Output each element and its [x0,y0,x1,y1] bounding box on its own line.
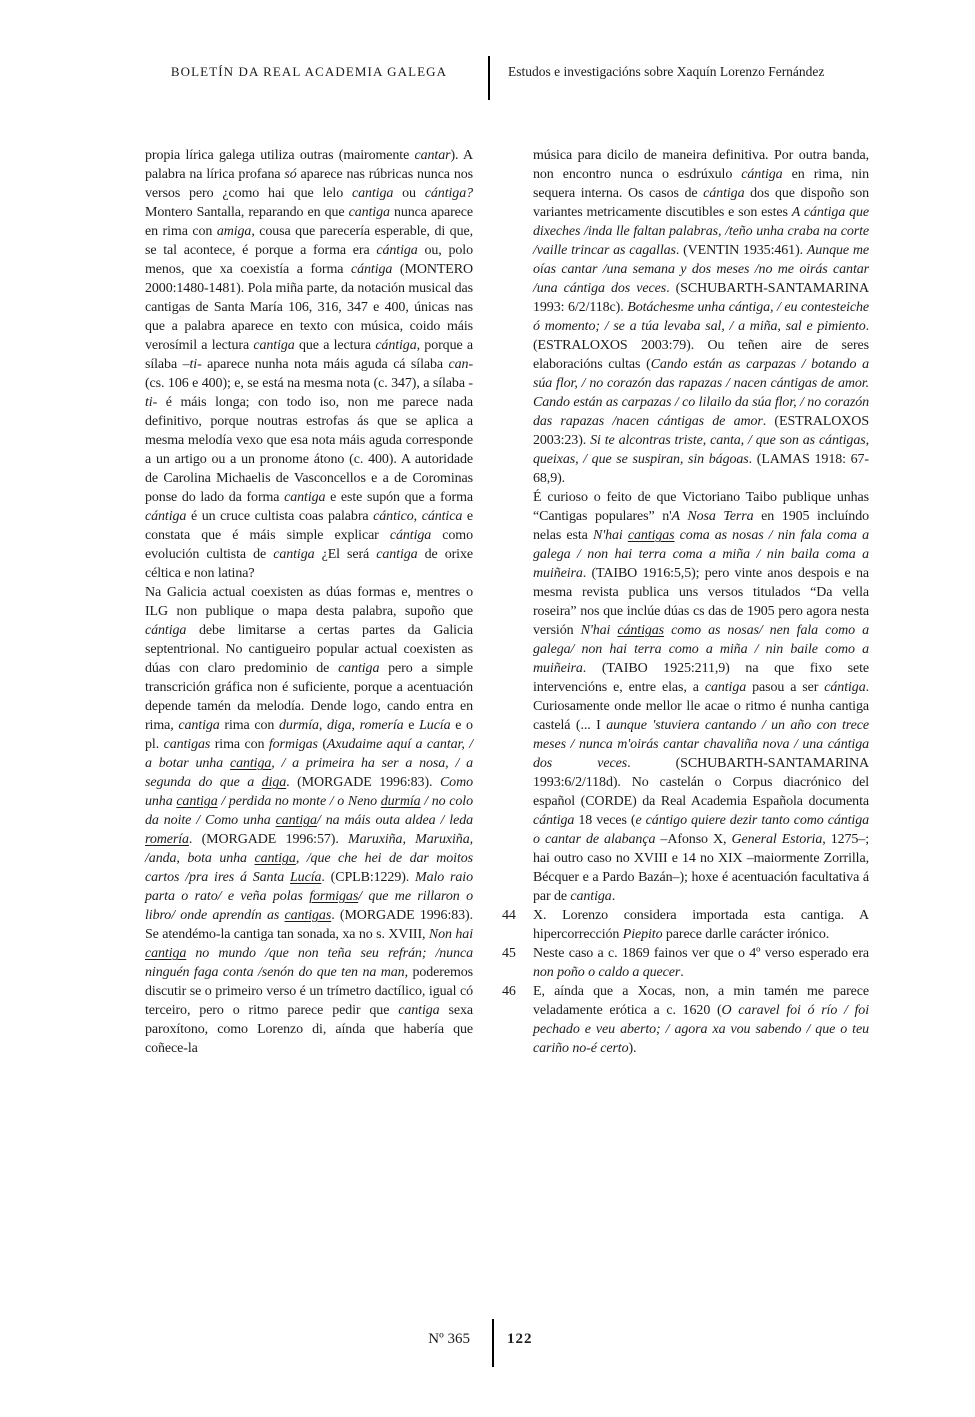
text-segment: Montero Santalla, reparando en que [145,205,349,220]
text-segment: debe limitarse a certas partes da Galicia septentrional. No cantigueiro popular actual coexisten as dúas con claro predominio de [145,623,473,676]
text-segment: e este supón que a forma [325,490,473,505]
text-segment: que a lectura [294,338,376,353]
text-segment: nunca aparece en rima con [145,205,473,239]
text-segment: cántiga [145,509,187,524]
text-segment: / no colo da noite / Como unha [145,794,473,828]
text-segment: Non hai [428,927,473,942]
text-segment: O caravel foi ó río / foi pechado e veu aberto; / agora xa vou sabendo / que o teu cariño no-é certo [533,1003,869,1056]
text-segment: cántiga [703,186,745,201]
footer-divider [492,1319,494,1367]
text-segment: cantiga [704,680,747,695]
text-segment: cántiga [824,680,866,695]
text-segment: no mundo /que non teña seu refrán; /nunca ninguén faga conta /senón do que ten na man [145,946,473,980]
text-segment: como evolución cultista de [145,528,473,562]
text-segment: . [680,965,684,980]
footnote-number: 46 [502,984,516,999]
text-segment: (MONTERO 2000:1480-1481). Pola miña parte, da notación musical das cantigas de Santa María 106, 316, 347 e 400, únicas nas que a palabra aparece en texto con música, coido máis verosímil a lectura [145,262,473,353]
text-segment: cantiga [570,889,612,904]
text-segment: . (MORGADE 1996:83). Se atendémo-la cantiga tan sonada, xa no s. XVIII, [145,908,473,942]
text-segment: cantiga [398,1003,440,1018]
text-segment: . [611,889,616,904]
text-segment: . (TAIBO 1925:211,9) na que fixo sete intervencións e, entre elas, a [533,661,869,695]
text-segment: cantiga [275,813,317,828]
text-segment: Na Galicia actual coexisten as dúas formas e, mentres o ILG non publique o mapa desta palabra, supoño que [145,585,473,619]
text-segment: - aparece nunha nota máis aguda cá sílaba [197,357,449,372]
text-segment: dos que dispoño son variantes metricamente discutibles e son estes [533,186,869,220]
text-segment: , poderemos discutir se o primeiro verso é un trímetro dactílico, igual có terceiro, pero o ritmo parece pedir que [145,965,474,1018]
text-segment: pero a simple transcrición gráfica non é suficiente, porque a acentuación depende tamén da melodía. Dende logo, cando entra en rima, [145,661,473,733]
text-segment: , /que che hei de dar moitos cartos /pra ires á Santa [145,851,473,885]
text-segment: cántiga [741,167,783,182]
text-segment: romería [145,832,189,847]
text-segment: - é máis longa; con todo iso, non me parece nada definitivo, porque noutras estrofas ás que se aplica a mesma melodía vexo que esa nota máis aguda corresponde a un artigo ou a un pronome átono (c. 400). A autoridade de Carolina Michaelis de Vasconcellos e a de Corominas ponse do lado da forma [145,395,473,505]
text-segment: / na máis outa aldea / leda [316,813,474,828]
text-segment: en rima, nin sequera interna. Os casos de [533,167,869,201]
header-section-title: Estudos e investigacións sobre Xaquín Lorenzo Fernández [508,64,825,79]
text-segment: cantiga [229,756,272,771]
text-segment: cántico [373,509,414,524]
text-segment: . Curiosamente onde mellor lle acae o ritmo é nunha cantiga castelá (... I [533,680,869,733]
text-segment: . (SCHUBARTH-SANTAMARINA 1993: 6/2/118c). [533,281,869,315]
text-segment: ( [317,737,327,752]
text-segment: música para dicilo de maneira definitiva. Por outra banda, non encontro nunca o esdrúxulo [533,148,869,182]
text-segment: como as nosas/ nen fala como a galega/ non hai terra como a miña / nin baile como a muiñeira [533,623,870,676]
text-segment: ). [628,1041,637,1056]
footnote [502,982,869,1058]
header-journal-title: BOLETÍN DA REAL ACADEMIA GALEGA [170,64,448,79]
text-segment: cantiga [284,490,326,505]
right-column-body [533,146,869,906]
text-segment: cántiga [351,262,393,277]
text-segment: coma as nosas / nin fala coma a galega / non hai terra coma a miña / nin baila coma a muiñeira [533,528,869,581]
text-segment: , [413,509,422,524]
text-segment: , [318,718,328,733]
text-segment: ti [145,395,153,410]
text-segment: parece darlle carácter irónico. [662,927,830,942]
text-segment: ). A palabra na lírica profana [145,148,473,182]
text-segment: . (MORGADE 1996:83). [286,775,440,790]
text-segment: N'hai [580,623,618,638]
footnote-text [533,906,869,944]
text-segment: Como unha [145,775,473,809]
text-segment: amiga [216,224,252,239]
text-segment: cantiga [176,794,218,809]
text-segment: cántiga [375,338,417,353]
text-segment: Lucía [419,718,451,733]
text-segment: diga [327,718,352,733]
text-segment: diga [261,775,287,790]
footnote [502,944,869,982]
paragraph [533,488,869,906]
paragraph [533,146,869,488]
footer-issue-number: Nº 365 [428,1331,470,1347]
text-segment: can [448,357,469,372]
text-segment: ou, polo menos, que xa coexistía a forma [145,243,473,277]
text-segment: non poño o caldo a quecer [533,965,681,980]
text-segment: Aunque me oías cantar /una semana y dos meses /no me oirás cantar /una cántiga dos veces [533,243,869,296]
text-segment: Maruxiña, Maruxiña, /anda, bota unha [145,832,473,866]
text-segment: É curioso o feito de que Victoriano Taibo publique unhas “Cantigas populares” n' [533,490,869,524]
text-segment: –Afonso X, [655,832,732,847]
text-segment: E, aínda que a Xocas, non, a min tamén me parece veladamente erótica a c. 1620 ( [533,984,869,1018]
text-segment: cantiga [254,851,296,866]
text-segment: cantiga [338,661,380,676]
footnote-text [533,982,869,1058]
text-segment: formigas [309,889,359,904]
text-segment: romería [359,718,404,733]
text-segment: Cando están as carpazas / botando a súa flor, / no corazón das rapazas / nacen cántigas de amor. Cando están as carpazas / co lilailo da súa flor, / no corazón das rapazas /nacen cántigas de amor [533,357,869,429]
text-segment: . (CPLB:1229). [321,870,416,885]
footnotes [502,906,869,1058]
text-segment: cántiga [533,813,575,828]
text-segment: N'hai [592,528,628,543]
text-segment: ¿El será [314,547,377,562]
text-segment: durmía [279,718,319,733]
text-segment: Axudaime aquí a cantar, / a botar unha [145,737,473,771]
footnote-text [533,944,869,982]
text-segment: X. Lorenzo considera importada esta cantiga. A hipercorrección [533,908,869,942]
text-segment: cantiga [253,338,295,353]
text-segment: cántiga [389,528,432,543]
text-segment: Si te alcontras triste, canta, / que son as cántigas, queixas, / que se suspiran, sin bágoas [533,433,869,467]
text-segment: cántiga? [424,186,473,201]
text-segment: / perdida no monte / o Neno [217,794,381,809]
text-segment: / que me rillaron o libro/ onde aprendín as [145,889,473,923]
text-segment: aunque 'stuviera cantando / un año con trece meses / nunca m'oirás cantar chavaliña nova / una cántiga dos veces [533,718,869,771]
text-segment: cantar [414,148,451,163]
text-segment: durmía [380,794,421,809]
text-segment: formigas [268,737,318,752]
text-segment: é un cruce cultista coas palabra [186,509,374,524]
text-segment: Botáchesme unha cántiga, / eu contesteiche ó momento; / se a túa levaba sal, / a miña, sal e pimiento [533,300,870,334]
text-segment: . (VENTIN 1935:461). [675,243,807,258]
text-segment: só [284,167,297,182]
text-segment: sexa paroxítono, como Lorenzo di, aínda que habería que coñece-la [145,1003,473,1056]
text-segment: e o pl. [145,718,473,752]
text-segment: cantigas [284,908,332,923]
text-segment: . (LAMAS 1918: 67-68,9). [533,452,869,486]
header-divider [488,56,490,100]
text-segment: Neste caso a c. 1869 fainos ver que o 4º verso esperado era [533,946,869,961]
text-segment: cántica [421,509,463,524]
text-segment: aparece nas rúbricas nunca nos versos pero ¿como hai que lelo [145,167,473,201]
text-segment: cantiga [145,946,187,961]
paragraph [145,146,473,583]
text-segment: cántiga [376,243,418,258]
text-segment: . (TAIBO 1916:5,5); pero vinte anos despois e na mesma revista publica uns versos titulados “Da vella roseira” nos que inclúe dúas cs das de 1905 pero agora nesta versión [533,566,869,638]
text-segment: rima con [210,737,269,752]
text-segment: A cántiga que dixeches /inda lle faltan palabras, /teño unha craba na corte /vaille trincar as cagallas [533,205,869,258]
text-segment: ou [393,186,425,201]
footnote [502,906,869,944]
text-segment: Lucía [290,870,322,885]
text-column-left [145,146,473,1058]
text-segment: , [351,718,360,733]
text-segment: cantiga [376,547,418,562]
footnote-number: 44 [502,908,516,923]
text-segment: Piepito [622,927,663,942]
text-segment: cantiga [351,186,394,201]
text-segment: pasou a ser [746,680,825,695]
text-segment: cantiga [348,205,390,220]
footnote-number: 45 [502,946,516,961]
paragraph [145,583,473,1058]
text-segment: General Estoria [731,832,823,847]
text-segment: ti [189,357,198,372]
text-segment: cantiga [178,718,220,733]
text-segment: , / a primeira ha ser a nosa, / a segunda do que a [145,756,473,790]
text-segment: rima con [219,718,280,733]
text-segment: - (cs. 106 e 400); e, se está na mesma nota (c. 347), a sílaba - [145,357,473,391]
text-segment: Malo raio parta o rato/ e veña polas [145,870,473,904]
text-segment: . (ESTRALOXOS 2003:79). Ou teñen aire de seres elaboracións cultas ( [533,319,869,372]
footer-page-number: 122 [507,1331,533,1347]
text-segment: cantigas [627,528,675,543]
text-segment: de orixe céltica e non latina? [145,547,473,581]
text-segment: e [403,718,420,733]
text-segment: . (SCHUBARTH-SANTAMARINA 1993:6/2/118d). No castelán o Corpus diacrónico del español (CORDE) da Real Academia Española documenta [533,756,869,809]
text-segment: cantigas [163,737,211,752]
text-column-right [502,146,870,1058]
text-segment: 18 veces ( [574,813,636,828]
text-segment: cantiga [273,547,315,562]
text-segment: . (MORGADE 1996:57). [188,832,349,847]
text-segment: , cousa que parecería esperable, di que, se tal acontece, é porque a forma era [145,224,473,258]
text-segment: propia lírica galega utiliza outras (mairomente [145,148,415,163]
text-segment: e constata que é máis simple explicar [145,509,473,543]
text-segment: , 1275–; hai outro caso no XVIII e 14 no XIX –maiormente Zorrilla, Bécquer e a Pardo Bazán–); hoxe é acentuación facultativa á par de [533,832,869,904]
text-segment: . (ESTRALOXOS 2003:23). [533,414,870,448]
text-segment: cántigas [617,623,665,638]
text-segment: en 1905 incluíndo nelas esta [533,509,870,543]
text-segment: , porque a sílaba – [145,338,474,372]
text-segment: e cántigo quiere dezir tanto como cántiga o cantar de alabança [533,813,869,847]
text-segment: A Nosa Terra [671,509,754,524]
text-segment: cántiga [145,623,187,638]
